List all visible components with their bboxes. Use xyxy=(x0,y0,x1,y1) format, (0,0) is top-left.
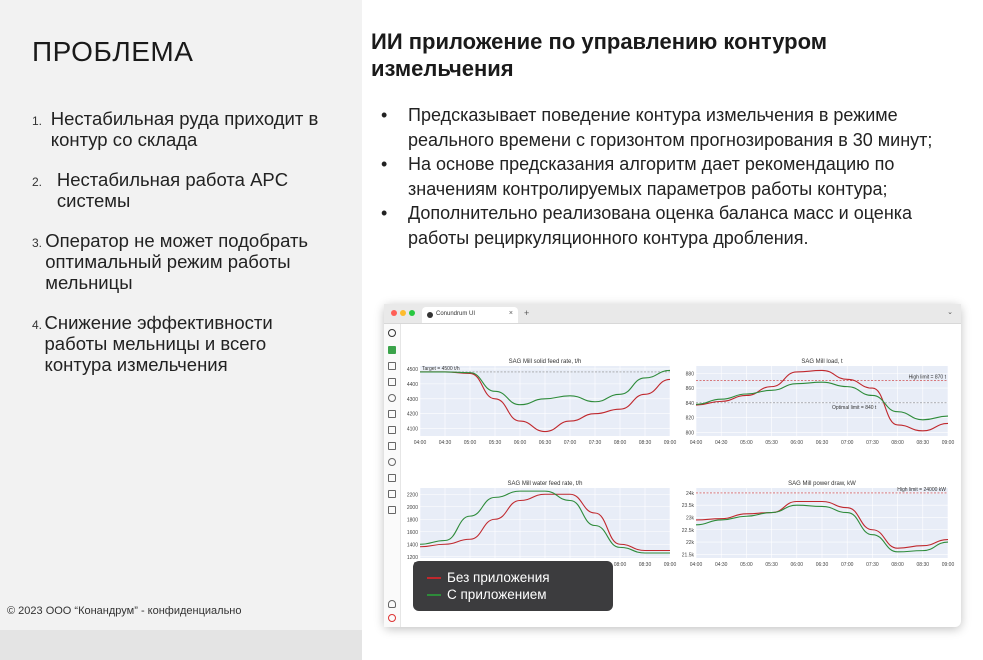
x-tick-label: 05:30 xyxy=(488,440,502,446)
chart-mill-load xyxy=(678,356,955,446)
gear-icon[interactable] xyxy=(388,394,396,402)
chart-title: SAG Mill solid feed rate, t/h xyxy=(508,359,582,365)
y-tick-label: 4200 xyxy=(406,411,418,418)
x-tick-label: 07:30 xyxy=(588,440,602,446)
legend-swatch xyxy=(427,594,441,596)
list-item xyxy=(32,169,332,211)
y-tick-label: 24k xyxy=(685,490,694,497)
legend-item-without-app xyxy=(427,570,550,585)
y-tick-label: 23k xyxy=(685,515,694,522)
annotation-label: Target = 4500 t/h xyxy=(422,365,460,372)
y-tick-label: 820 xyxy=(685,415,694,422)
x-tick-label: 05:30 xyxy=(765,440,778,446)
x-tick-label: 05:30 xyxy=(765,562,778,568)
y-tick-label: 4300 xyxy=(406,396,418,403)
x-tick-label: 08:00 xyxy=(613,562,627,568)
x-tick-label: 08:30 xyxy=(638,440,652,446)
legend-label: Без приложения xyxy=(447,570,550,585)
x-tick-label: 09:00 xyxy=(941,562,955,568)
y-tick-label: 880 xyxy=(685,371,694,378)
feature-text: Предсказывает поведение контура измельчения в режиме реального времени с горизонтом прогнозирования в 30 минут; xyxy=(408,105,933,150)
bullet-icon: • xyxy=(381,154,388,174)
bullet-icon: • xyxy=(381,105,388,125)
problem-title: ПРОБЛЕМА xyxy=(32,36,194,67)
y-tick-label: 2200 xyxy=(406,492,418,499)
item-text: Нестабильная руда приходит в контур со склада xyxy=(50,108,319,150)
x-tick-label: 08:00 xyxy=(891,562,904,568)
y-tick-label: 4500 xyxy=(406,366,418,373)
y-tick-label: 1600 xyxy=(406,529,418,536)
y-tick-label: 2000 xyxy=(406,504,418,511)
x-tick-label: 05:00 xyxy=(740,440,753,446)
x-tick-label: 06:30 xyxy=(815,440,829,446)
x-tick-label: 09:00 xyxy=(941,440,955,446)
bell-icon[interactable] xyxy=(388,600,396,608)
x-tick-label: 08:00 xyxy=(613,440,627,446)
x-tick-label: 06:00 xyxy=(790,440,804,446)
maximize-window-icon[interactable] xyxy=(409,310,415,316)
x-tick-label: 07:00 xyxy=(563,440,577,446)
y-tick-label: 1400 xyxy=(406,542,418,549)
feature-text: Дополнительно реализована оценка баланса масс и оценка работы рециркуляционного контура дробления. xyxy=(408,203,913,248)
feature-item xyxy=(380,103,970,152)
chart-icon[interactable] xyxy=(388,378,396,386)
user-avatar-icon[interactable] xyxy=(388,614,396,622)
legend-swatch xyxy=(427,577,441,579)
browser-titlebar xyxy=(384,304,961,324)
annotation-label: Optimal limit = 840 t xyxy=(832,404,877,411)
annotation-label: High limit = 870 t xyxy=(908,374,946,381)
y-tick-label: 4400 xyxy=(406,381,418,388)
y-tick-label: 22.5k xyxy=(681,527,694,534)
copyright-text: © 2023 ООО “Конандрум” - конфиденциально xyxy=(7,605,242,617)
y-tick-label: 22k xyxy=(685,540,694,547)
users-icon[interactable] xyxy=(388,442,396,450)
x-tick-label: 04:00 xyxy=(413,440,427,446)
monitor-icon[interactable] xyxy=(388,410,396,418)
x-tick-label: 07:30 xyxy=(866,440,879,446)
new-tab-button[interactable]: + xyxy=(524,308,530,318)
x-tick-label: 06:30 xyxy=(538,440,552,446)
home-icon[interactable] xyxy=(388,362,396,370)
legend-item-with-app xyxy=(427,587,547,602)
chart-solid-feed-rate xyxy=(402,356,677,446)
feature-text: На основе предсказания алгоритм дает рекомендацию по значениям контролируемых параметров работы контура; xyxy=(408,154,895,199)
tab-favicon-icon xyxy=(427,312,433,318)
item-number: 3. xyxy=(32,236,43,250)
app-title: ИИ приложение по управлению контуром измельчения xyxy=(371,29,828,81)
x-tick-label: 04:30 xyxy=(438,440,452,446)
dashboard-icon[interactable] xyxy=(388,346,396,354)
x-tick-label: 07:00 xyxy=(840,562,854,568)
x-tick-label: 05:00 xyxy=(463,440,477,446)
x-tick-label: 04:30 xyxy=(714,562,728,568)
list-item xyxy=(32,108,332,150)
feature-list xyxy=(380,103,970,250)
browser-tab[interactable] xyxy=(422,307,518,323)
logo-icon xyxy=(388,329,396,337)
item-number: 1. xyxy=(32,114,43,128)
close-window-icon[interactable] xyxy=(391,310,397,316)
x-tick-label: 08:30 xyxy=(916,440,930,446)
x-tick-label: 04:00 xyxy=(689,562,703,568)
feature-item xyxy=(380,152,970,201)
y-tick-label: 840 xyxy=(685,400,694,407)
x-tick-label: 04:30 xyxy=(714,440,728,446)
x-tick-label: 05:00 xyxy=(740,562,753,568)
app-sidebar xyxy=(384,324,401,627)
network-icon[interactable] xyxy=(388,474,396,482)
info-icon[interactable] xyxy=(388,458,396,466)
x-tick-label: 06:00 xyxy=(790,562,804,568)
tab-close-icon[interactable]: × xyxy=(508,310,513,317)
x-tick-label: 09:00 xyxy=(663,440,677,446)
document-icon[interactable] xyxy=(388,426,396,434)
chart-water-feed-rate xyxy=(402,478,677,568)
bullet-icon: • xyxy=(381,203,388,223)
y-tick-label: 4100 xyxy=(406,426,418,433)
chart-legend xyxy=(413,561,613,611)
chart-title: SAG Mill power draw, kW xyxy=(788,481,856,487)
chart-title: SAG Mill water feed rate, t/h xyxy=(507,481,583,487)
legend-label: С приложением xyxy=(447,587,547,602)
chart-title: SAG Mill load, t xyxy=(801,359,843,365)
x-tick-label: 04:00 xyxy=(689,440,703,446)
item-number: 2. xyxy=(32,175,43,189)
book-icon[interactable] xyxy=(388,506,396,514)
x-tick-label: 07:30 xyxy=(866,562,879,568)
y-tick-label: 21.5k xyxy=(681,552,694,559)
y-tick-label: 800 xyxy=(685,430,694,437)
tab-label: Conundrum UI xyxy=(436,311,476,317)
feature-item xyxy=(380,201,970,250)
item-text: Оператор не может подобрать оптимальный режим работы мельницы xyxy=(45,230,309,293)
y-tick-label: 860 xyxy=(685,386,694,393)
y-tick-label: 1200 xyxy=(406,554,418,561)
x-tick-label: 09:00 xyxy=(663,562,677,568)
x-tick-label: 06:00 xyxy=(513,440,527,446)
x-tick-label: 08:30 xyxy=(916,562,930,568)
y-tick-label: 1800 xyxy=(406,517,418,524)
minimize-window-icon[interactable] xyxy=(400,310,406,316)
list-item xyxy=(32,230,332,293)
footer-band xyxy=(0,630,362,660)
x-tick-label: 07:00 xyxy=(840,440,854,446)
x-tick-label: 08:30 xyxy=(638,562,652,568)
x-tick-label: 06:30 xyxy=(815,562,829,568)
annotation-label: High limit = 24000 kW xyxy=(897,486,946,493)
list-item xyxy=(32,312,332,375)
chevron-down-icon[interactable]: ⌄ xyxy=(947,309,953,316)
chart-power-draw xyxy=(678,478,955,568)
clipboard-icon[interactable] xyxy=(388,490,396,498)
x-tick-label: 08:00 xyxy=(891,440,904,446)
item-text: Снижение эффективности работы мельницы и всего контура измельчения xyxy=(44,312,273,375)
item-text: Нестабильная работа APC системы xyxy=(56,169,289,211)
problem-list xyxy=(32,108,332,394)
item-number: 4. xyxy=(32,318,43,332)
y-tick-label: 23.5k xyxy=(681,503,694,510)
